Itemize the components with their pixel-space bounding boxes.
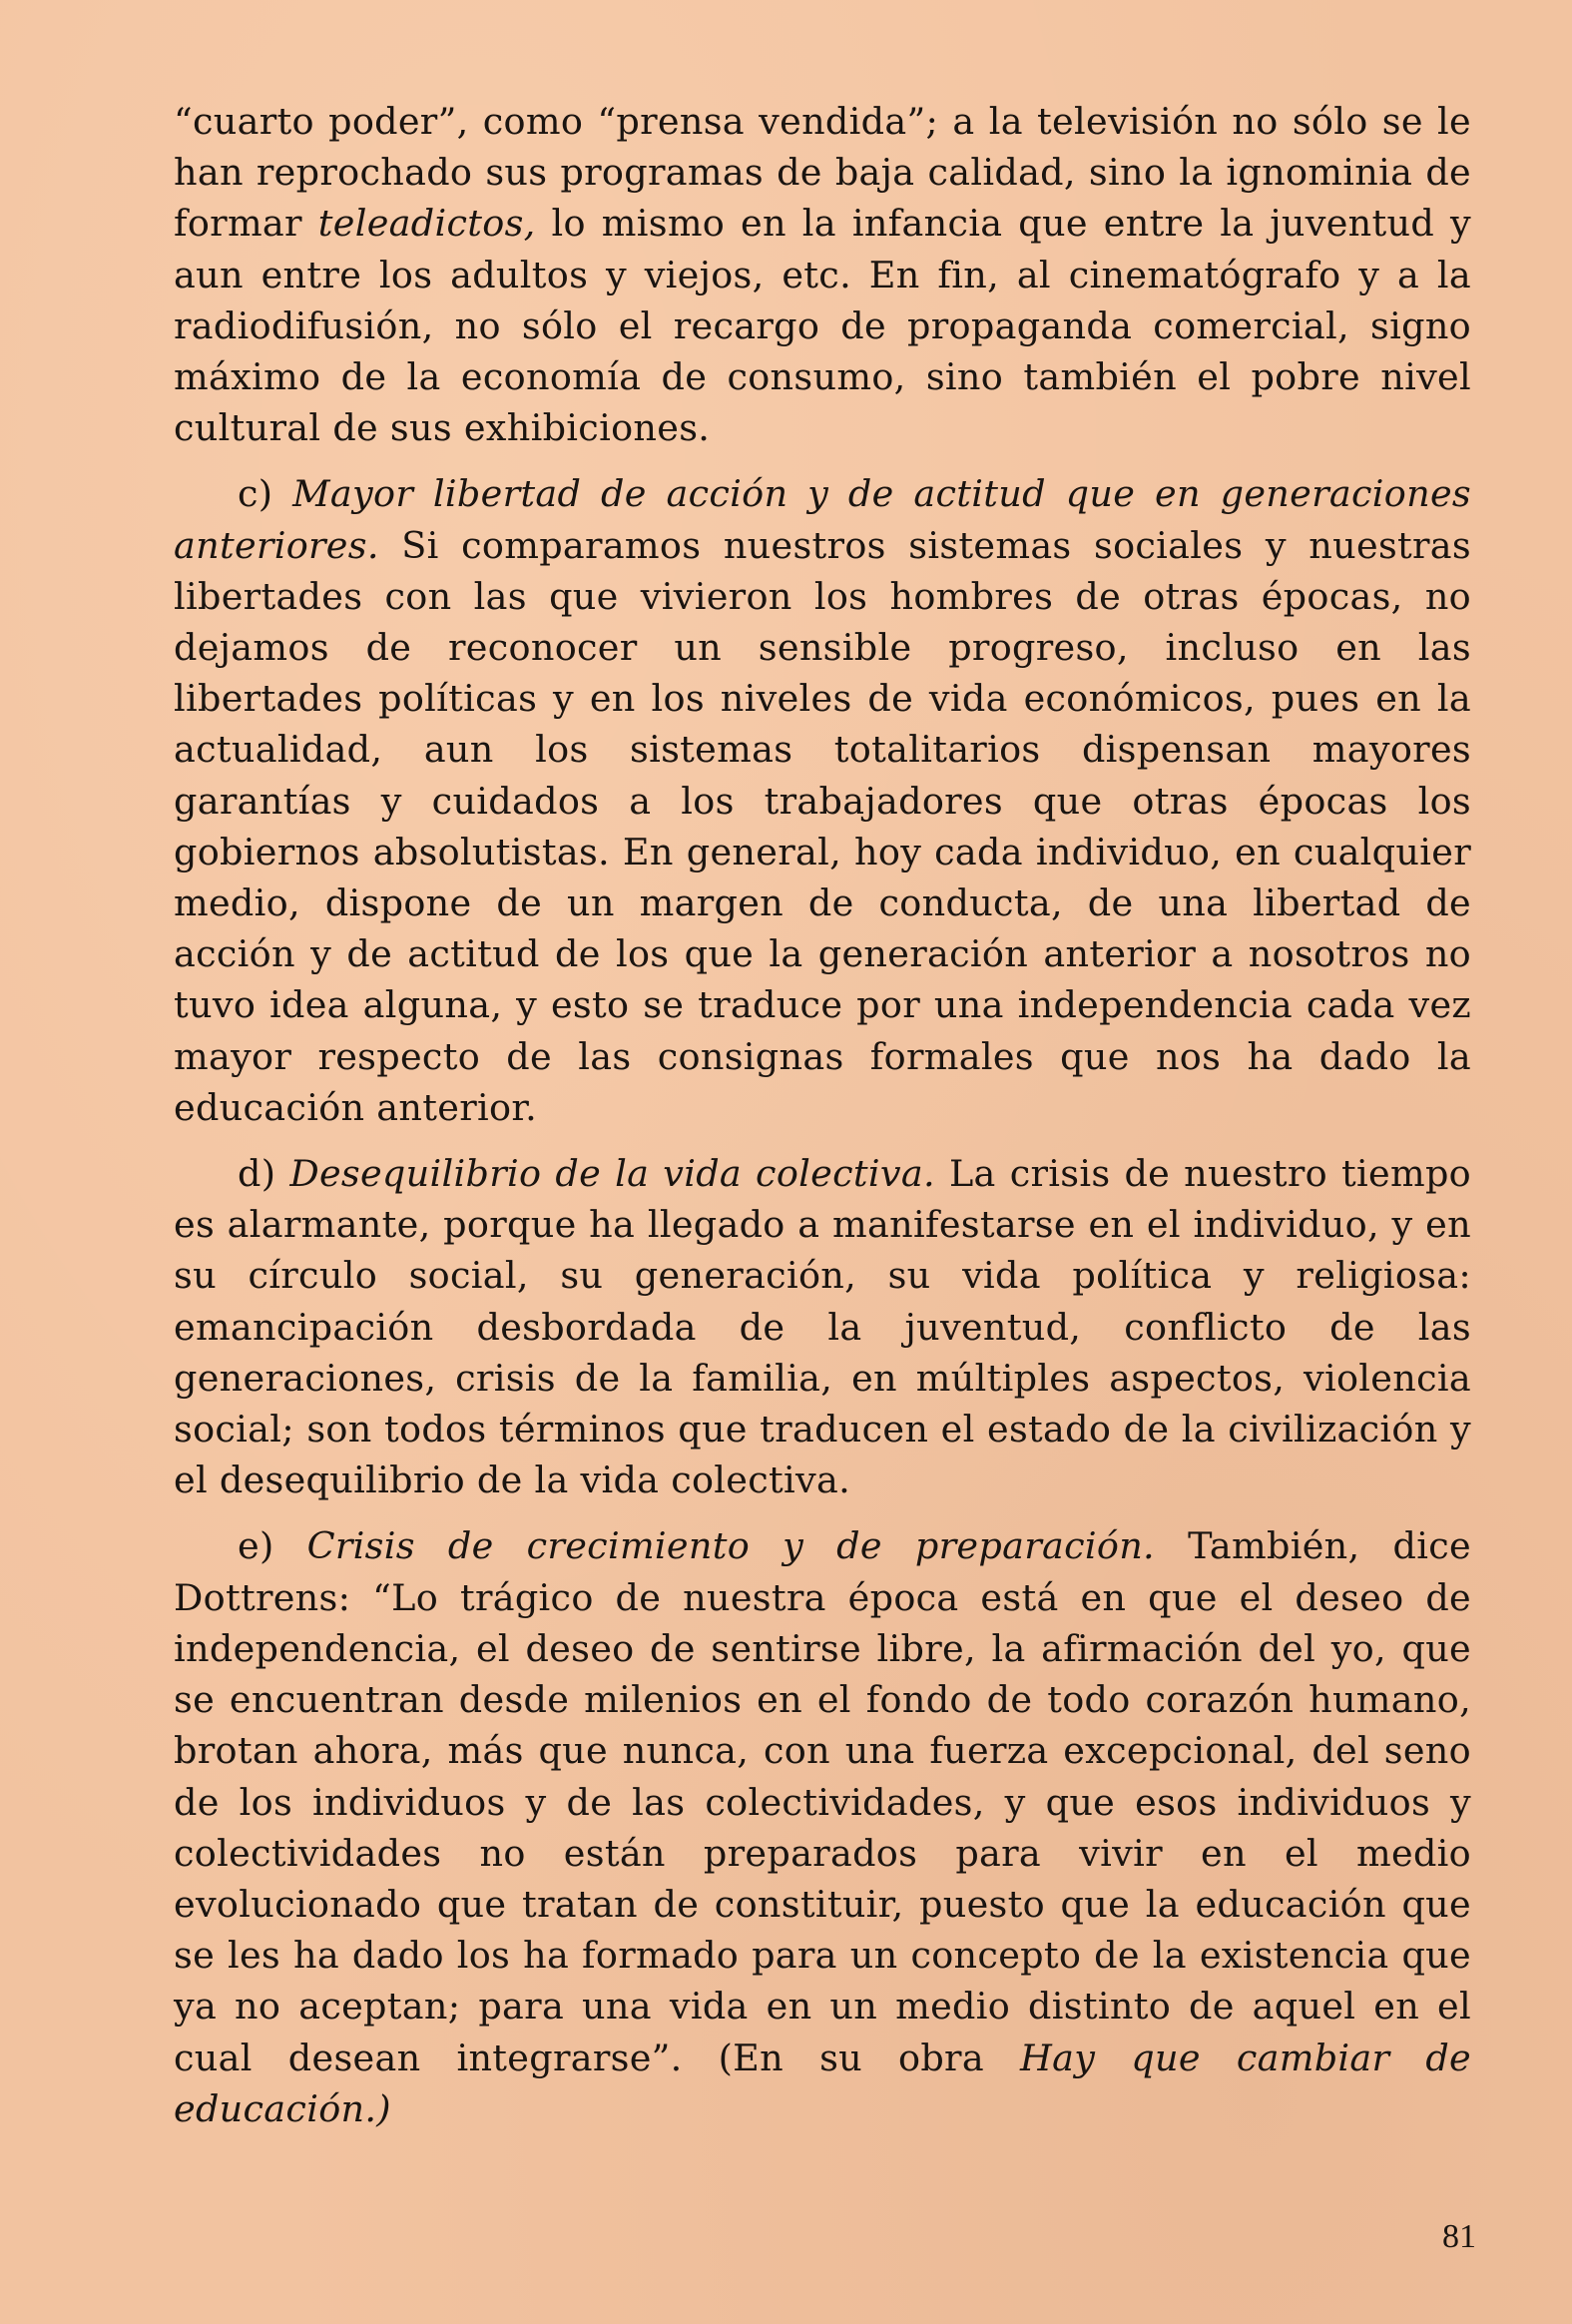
italic-run: Hay que cambiar de educación.) [174, 2035, 1471, 2130]
paragraph-section-d [174, 1148, 1471, 1505]
page-number: 81 [1442, 2218, 1476, 2255]
text-run: c) [238, 472, 293, 516]
italic-run: Mayor libertad de acción y de actitud que en generaciones anteriores. [174, 472, 1471, 567]
text-run: La crisis de nuestro tiempo es alarmante, porque ha llegado a manifestarse en el individuo, y en su círculo social, su generación, su vida política y religiosa: emancipación desbordada de la juventud, conflicto de las generaciones, crisis de la familia, en múltiples aspectos, violencia social; son todos términos que traducen el estado de la civilización y el desequilibrio de la vida colectiva. [174, 1152, 1472, 1502]
text-run: d) [238, 1152, 290, 1196]
text-run: Si comparamos nuestros sistemas sociales y nuestras libertades con las que vivieron los hombres de otras épocas, no dejamos de reconocer un sensible progreso, incluso en las libertades políticas y en los niveles de vida económicos, pues en la actualidad, aun los sistemas totalitarios dispensan mayores garantías y cuidados a los trabajadores que otras épocas los gobiernos absolutistas. En general, hoy cada individuo, en cualquier medio, dispone de un margen de conducta, de una libertad de acción y de actitud de los que la generación anterior a nosotros no tuvo idea alguna, y esto se traduce por una independencia cada vez mayor respecto de las consignas formales que nos ha dado la educación anterior. [174, 523, 1471, 1129]
italic-run: Desequilibrio de la vida colectiva. [289, 1152, 935, 1196]
paragraph-section-e [174, 1520, 1471, 2133]
italic-run: teleadictos, [317, 202, 536, 246]
text-run: e) [238, 1524, 307, 1568]
paragraph-section-c [174, 468, 1471, 1133]
body-text [174, 96, 1471, 2149]
text-run: lo mismo en la infancia que entre la juventud y aun entre los adultos y viejos, etc. En fin, al cinematógrafo y a la radiodifusión, no sólo el recargo de propaganda comercial, signo máximo de la economía de consumo, sino también el pobre nivel cultural de sus exhibiciones. [174, 202, 1471, 450]
paragraph-continuation [174, 96, 1471, 453]
italic-run: Crisis de crecimiento y de preparación. [306, 1524, 1155, 1568]
text-run: “cuarto poder”, como “prensa vendida”; a la televisión no sólo se le han reprochado sus programas de baja calidad, sino la ignominia de formar [174, 100, 1471, 246]
text-run: También, dice Dottrens: “Lo trágico de nuestra época está en que el deseo de independencia, el deseo de sentirse libre, la afirmación del yo, que se encuentran desde milenios en el fondo de todo corazón humano, brotan ahora, más que nunca, con una fuerza excepcional, del seno de los individuos y de las colectividades, y que esos individuos y colectividades no están preparados para vivir en el medio evolucionado que tratan de constituir, puesto que la educación que se les ha dado los ha formado para un concepto de la existencia que ya no aceptan; para una vida en un medio distinto de aquel en el cual desean integrarse”. (En su obra [174, 1524, 1471, 2079]
